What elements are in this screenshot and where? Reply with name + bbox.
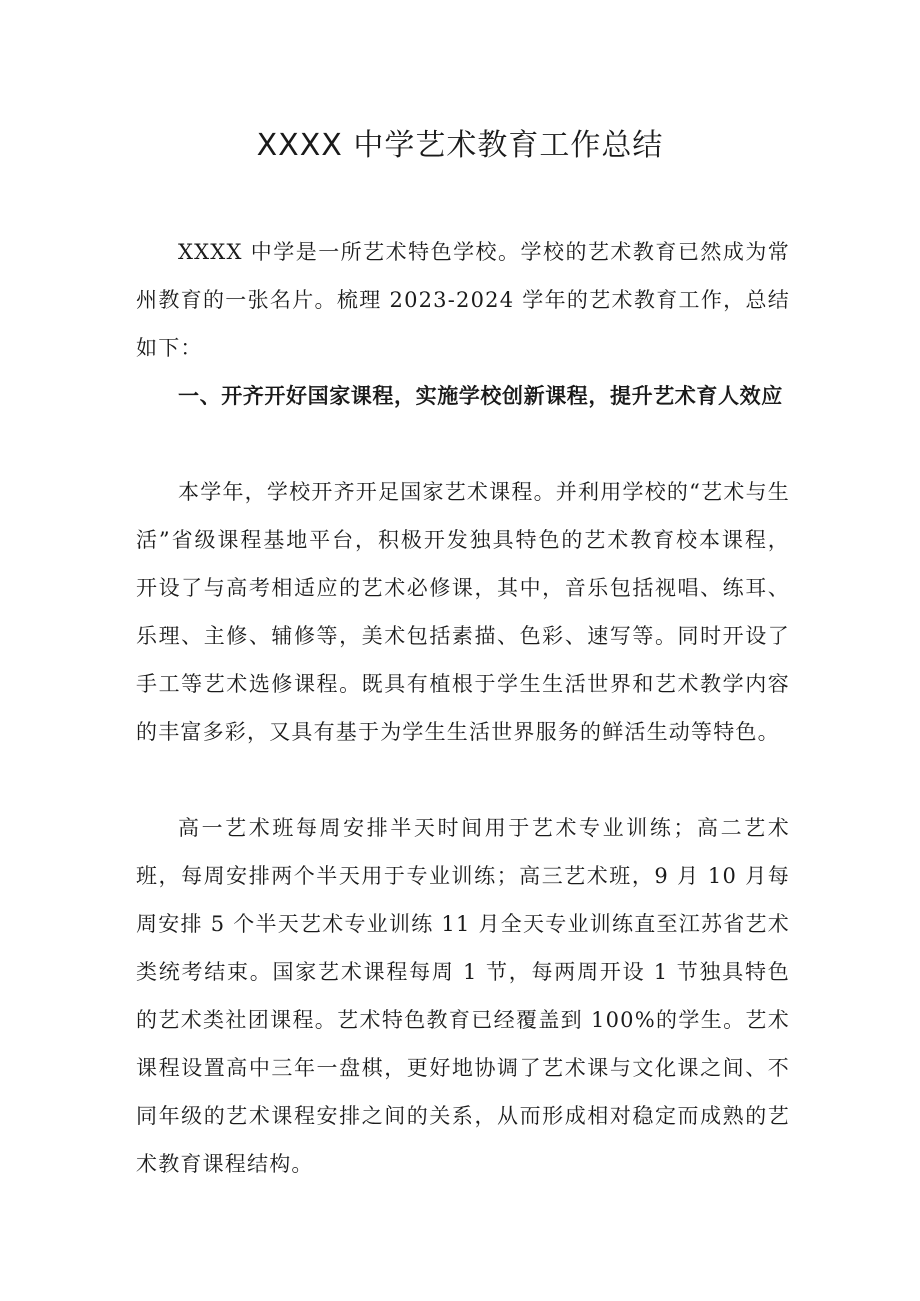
body-paragraph: 本学年，学校开齐开足国家艺术课程。并利用学校的“艺术与生活”省级课程基地平台，积极开发独具特色的艺术教育校本课程，开设了与高考相适应的艺术必修课，其中，音乐包括视唱、练耳、乐理、主修、辅修等，美术包括素描、色彩、速写等。同时开设了手工等艺术选修课程。既具有植根于学生生活世界和艺术教学内容的丰富多彩，又具有基于为学生生活世界服务的鲜活生动等特色。 [136,480,790,744]
section-heading: 一、开齐开好国家课程，实施学校创新课程，提升艺术育人效应 [178,384,783,408]
intro-paragraph: XXXX 中学是一所艺术特色学校。学校的艺术教育已然成为常州教育的一张名片。梳理 2023-2024 学年的艺术教育工作，总结如下： [136,240,790,360]
body-paragraph: 高一艺术班每周安排半天时间用于艺术专业训练；高二艺术班，每周安排两个半天用于专业训练；高三艺术班，9 月 10 月每周安排 5 个半天艺术专业训练 11 月全天专业训练直至江苏省艺术类统考结束。国家艺术课程每周 1 节，每两周开设 1 节独具特色的艺术类社团课程。艺术特色教育已经覆盖到 100%的学生。艺术课程设置高中三年一盘棋，更好地协调了艺术课与文化课之间、不同年级的艺术课程安排之间的关系，从而形成相对稳定而成熟的艺术教育课程结构。 [136,816,790,1176]
document-title: XXXX 中学艺术教育工作总结 [256,128,664,163]
